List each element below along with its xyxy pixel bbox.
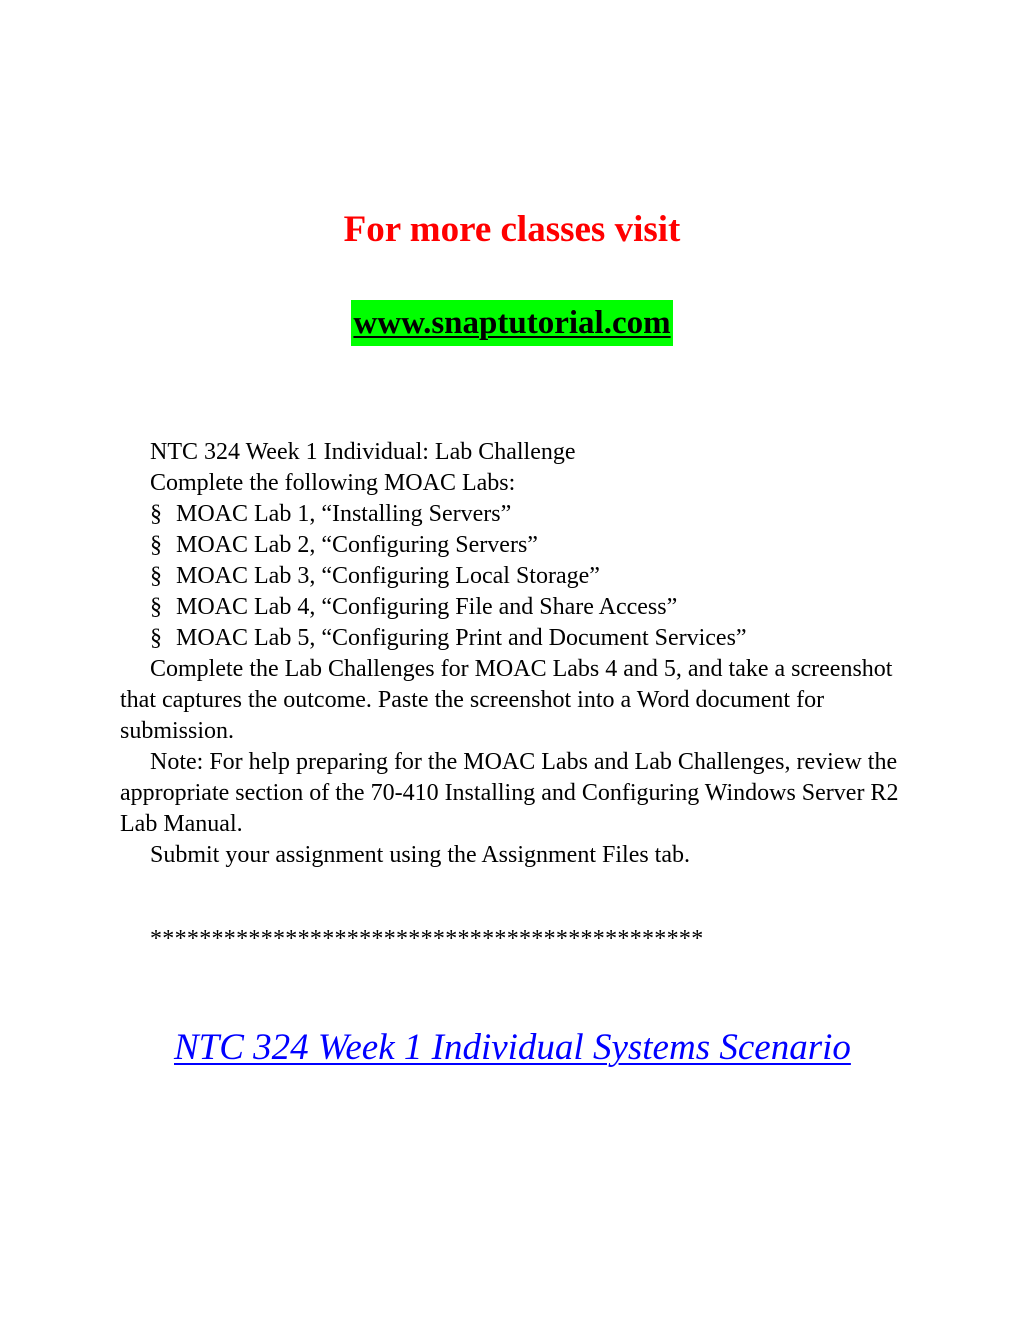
promo-link-container bbox=[0, 300, 1024, 346]
labs-intro: Complete the following MOAC Labs: bbox=[150, 470, 516, 496]
assignment-body bbox=[120, 437, 900, 871]
snaptutorial-link[interactable]: www.snaptutorial.com bbox=[351, 300, 672, 346]
section-bullet-icon: § bbox=[150, 532, 162, 558]
section-bullet-icon: § bbox=[150, 501, 162, 527]
lab-item-text: MOAC Lab 5, “Configuring Print and Document Services” bbox=[176, 625, 747, 651]
separator-stars: ********************************************* bbox=[150, 926, 704, 952]
lab-item-text: MOAC Lab 1, “Installing Servers” bbox=[176, 501, 512, 527]
lab-list-item bbox=[120, 499, 900, 530]
section-bullet-icon: § bbox=[150, 625, 162, 651]
lab-list-item bbox=[120, 561, 900, 592]
assignment-title: NTC 324 Week 1 Individual: Lab Challenge bbox=[150, 439, 576, 465]
section-bullet-icon: § bbox=[150, 563, 162, 589]
lab-item-text: MOAC Lab 4, “Configuring File and Share Access” bbox=[176, 594, 678, 620]
next-assignment-link[interactable]: NTC 324 Week 1 Individual Systems Scenario bbox=[174, 1027, 851, 1068]
section-bullet-icon: § bbox=[150, 594, 162, 620]
lab-item-text: MOAC Lab 3, “Configuring Local Storage” bbox=[176, 563, 600, 589]
lab-list-item bbox=[120, 530, 900, 561]
submit-paragraph: Submit your assignment using the Assignment Files tab. bbox=[150, 842, 690, 868]
note-paragraph: Note: For help preparing for the MOAC Labs and Lab Challenges, review the appropriate section of the 70-410 Installing and Configuring Windows Server R2 Lab Manual. bbox=[120, 749, 899, 837]
lab-list-item bbox=[120, 623, 900, 654]
promo-heading: For more classes visit bbox=[343, 209, 681, 250]
lab-item-text: MOAC Lab 2, “Configuring Servers” bbox=[176, 532, 538, 558]
instructions-paragraph: Complete the Lab Challenges for MOAC Labs 4 and 5, and take a screenshot that captures the outcome. Paste the screenshot into a Word document for submission. bbox=[120, 656, 893, 744]
lab-list-item bbox=[120, 592, 900, 623]
